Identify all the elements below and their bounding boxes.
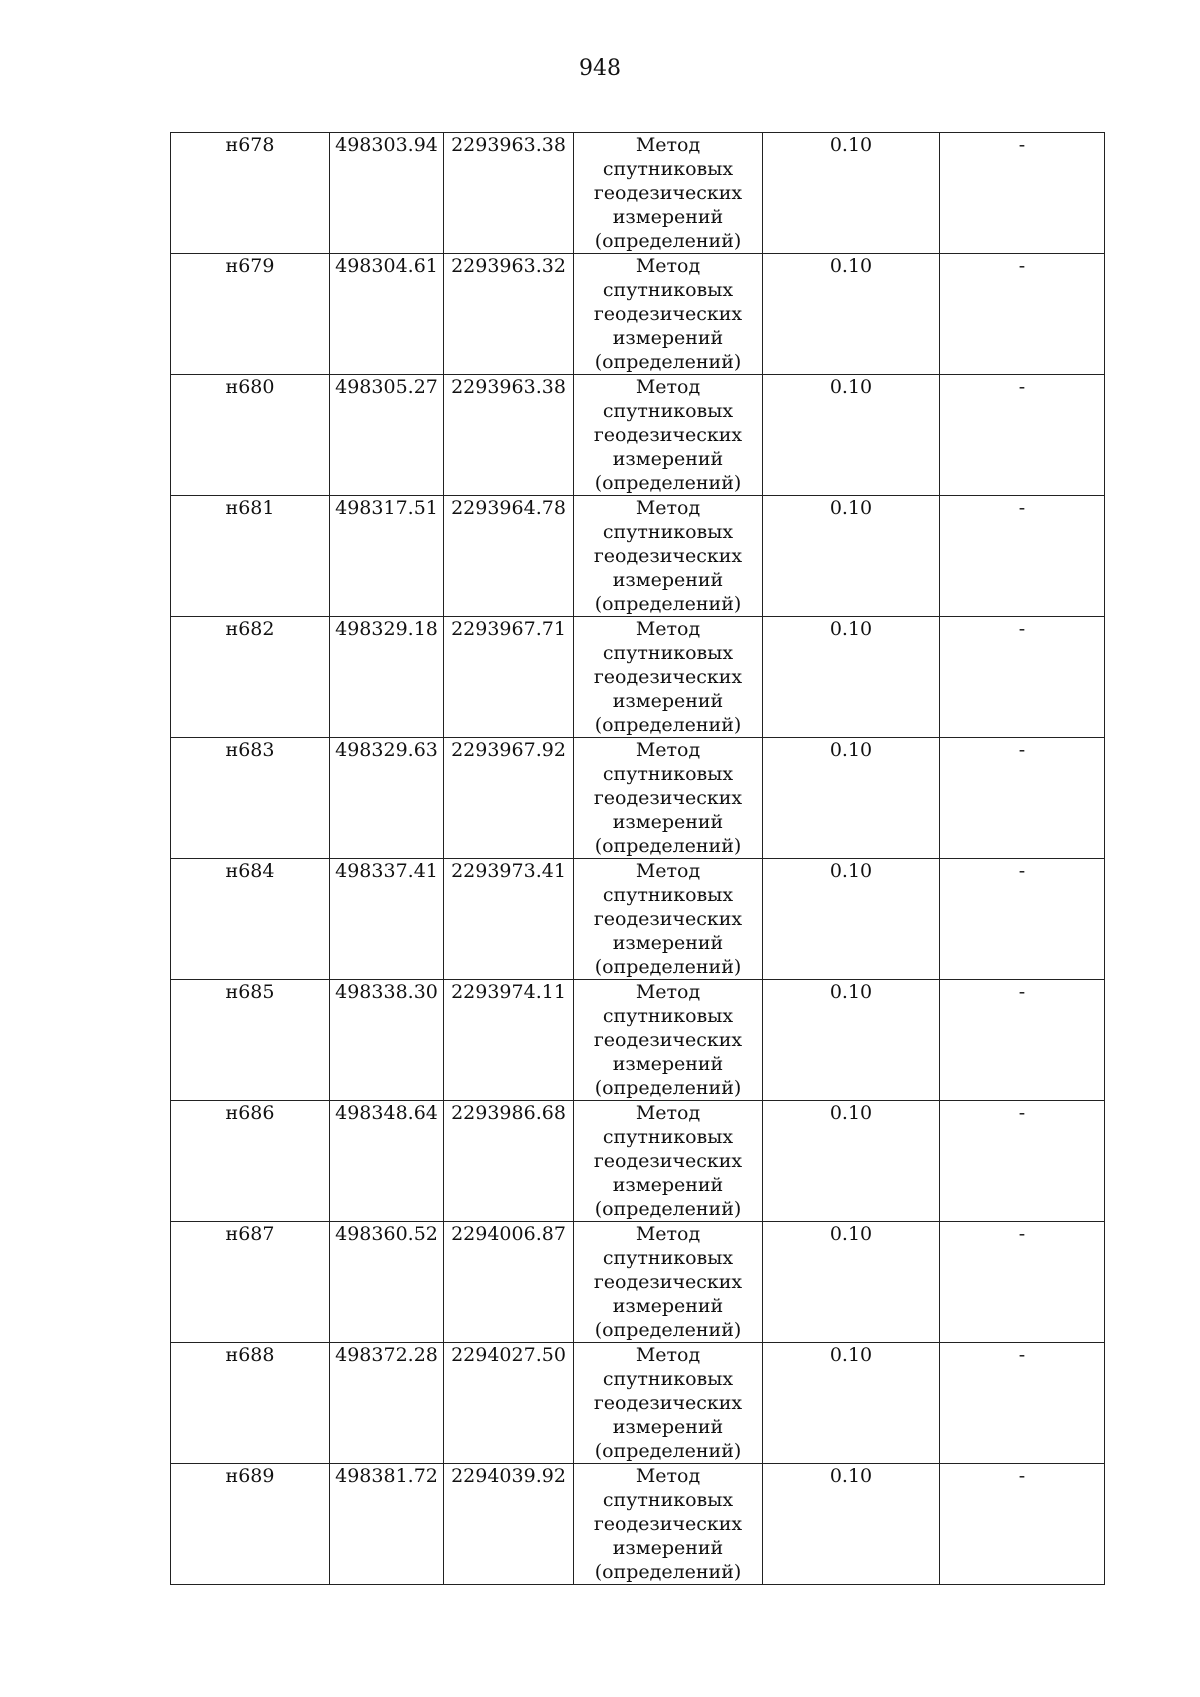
- method-line: измерений: [612, 569, 724, 591]
- method-line: Метод: [635, 376, 701, 398]
- method-line: измерений: [612, 1416, 724, 1438]
- table-row: [171, 375, 1105, 496]
- method-line: геодезических: [593, 303, 743, 325]
- point-id-cell: н686: [171, 1101, 330, 1222]
- coordinates-table: [170, 132, 1105, 1585]
- method-cell: [574, 496, 763, 617]
- method-line: (определений): [594, 230, 742, 252]
- method-line: геодезических: [593, 787, 743, 809]
- method-line: (определений): [594, 956, 742, 978]
- point-id-cell: н682: [171, 617, 330, 738]
- method-line: спутниковых: [602, 279, 734, 301]
- accuracy-cell: 0.10: [763, 980, 940, 1101]
- accuracy-cell: 0.10: [763, 133, 940, 254]
- x-coordinate-cell: 498317.51: [330, 496, 444, 617]
- method-line: Метод: [635, 1344, 701, 1366]
- coordinates-table-body: [171, 133, 1105, 1585]
- method-line: измерений: [612, 206, 724, 228]
- note-cell: -: [940, 254, 1105, 375]
- x-coordinate-cell: 498381.72: [330, 1464, 444, 1585]
- note-cell: -: [940, 133, 1105, 254]
- method-line: (определений): [594, 714, 742, 736]
- method-line: спутниковых: [602, 763, 734, 785]
- note-cell: -: [940, 617, 1105, 738]
- method-line: спутниковых: [602, 884, 734, 906]
- note-cell: -: [940, 1343, 1105, 1464]
- accuracy-cell: 0.10: [763, 1101, 940, 1222]
- method-line: Метод: [635, 497, 701, 519]
- method-line: измерений: [612, 327, 724, 349]
- note-cell: -: [940, 1464, 1105, 1585]
- x-coordinate-cell: 498329.18: [330, 617, 444, 738]
- page-number: 948: [579, 56, 621, 81]
- method-line: измерений: [612, 932, 724, 954]
- method-line: спутниковых: [602, 1489, 734, 1511]
- method-cell: [574, 980, 763, 1101]
- method-line: геодезических: [593, 1392, 743, 1414]
- y-coordinate-cell: 2293967.92: [444, 738, 574, 859]
- note-cell: -: [940, 496, 1105, 617]
- x-coordinate-cell: 498360.52: [330, 1222, 444, 1343]
- method-cell: [574, 254, 763, 375]
- method-line: (определений): [594, 593, 742, 615]
- y-coordinate-cell: 2293986.68: [444, 1101, 574, 1222]
- table-row: [171, 738, 1105, 859]
- point-id-cell: н687: [171, 1222, 330, 1343]
- y-coordinate-cell: 2293963.38: [444, 375, 574, 496]
- method-line: геодезических: [593, 545, 743, 567]
- accuracy-cell: 0.10: [763, 254, 940, 375]
- method-line: спутниковых: [602, 400, 734, 422]
- method-cell: [574, 1101, 763, 1222]
- table-row: [171, 496, 1105, 617]
- table-row: [171, 254, 1105, 375]
- method-line: геодезических: [593, 1271, 743, 1293]
- point-id-cell: н679: [171, 254, 330, 375]
- method-line: спутниковых: [602, 158, 734, 180]
- method-cell: [574, 738, 763, 859]
- method-cell: [574, 133, 763, 254]
- table-row: [171, 1343, 1105, 1464]
- method-line: (определений): [594, 835, 742, 857]
- table-row: [171, 1101, 1105, 1222]
- method-line: Метод: [635, 255, 701, 277]
- method-line: измерений: [612, 690, 724, 712]
- method-line: спутниковых: [602, 1368, 734, 1390]
- y-coordinate-cell: 2294027.50: [444, 1343, 574, 1464]
- table-row: [171, 1464, 1105, 1585]
- method-line: спутниковых: [602, 1126, 734, 1148]
- method-line: Метод: [635, 860, 701, 882]
- method-line: (определений): [594, 1440, 742, 1462]
- method-line: спутниковых: [602, 642, 734, 664]
- method-line: измерений: [612, 811, 724, 833]
- note-cell: -: [940, 375, 1105, 496]
- method-line: спутниковых: [602, 1247, 734, 1269]
- x-coordinate-cell: 498303.94: [330, 133, 444, 254]
- method-line: спутниковых: [602, 1005, 734, 1027]
- method-cell: [574, 859, 763, 980]
- method-line: Метод: [635, 981, 701, 1003]
- accuracy-cell: 0.10: [763, 496, 940, 617]
- method-cell: [574, 375, 763, 496]
- method-line: измерений: [612, 1537, 724, 1559]
- method-line: (определений): [594, 1198, 742, 1220]
- method-line: геодезических: [593, 182, 743, 204]
- note-cell: -: [940, 980, 1105, 1101]
- method-line: Метод: [635, 1223, 701, 1245]
- accuracy-cell: 0.10: [763, 1343, 940, 1464]
- method-line: геодезических: [593, 1150, 743, 1172]
- method-line: (определений): [594, 351, 742, 373]
- note-cell: -: [940, 859, 1105, 980]
- method-line: Метод: [635, 134, 701, 156]
- y-coordinate-cell: 2293963.32: [444, 254, 574, 375]
- point-id-cell: н685: [171, 980, 330, 1101]
- x-coordinate-cell: 498372.28: [330, 1343, 444, 1464]
- method-cell: [574, 617, 763, 738]
- y-coordinate-cell: 2293963.38: [444, 133, 574, 254]
- method-line: геодезических: [593, 1029, 743, 1051]
- accuracy-cell: 0.10: [763, 617, 940, 738]
- method-line: геодезических: [593, 1513, 743, 1535]
- method-cell: [574, 1222, 763, 1343]
- method-line: (определений): [594, 1561, 742, 1583]
- method-line: (определений): [594, 1077, 742, 1099]
- y-coordinate-cell: 2293964.78: [444, 496, 574, 617]
- table-row: [171, 1222, 1105, 1343]
- point-id-cell: н680: [171, 375, 330, 496]
- accuracy-cell: 0.10: [763, 1222, 940, 1343]
- method-line: геодезических: [593, 908, 743, 930]
- note-cell: -: [940, 738, 1105, 859]
- point-id-cell: н683: [171, 738, 330, 859]
- table-row: [171, 617, 1105, 738]
- accuracy-cell: 0.10: [763, 859, 940, 980]
- x-coordinate-cell: 498337.41: [330, 859, 444, 980]
- x-coordinate-cell: 498348.64: [330, 1101, 444, 1222]
- method-line: измерений: [612, 1295, 724, 1317]
- point-id-cell: н681: [171, 496, 330, 617]
- x-coordinate-cell: 498329.63: [330, 738, 444, 859]
- table-row: [171, 133, 1105, 254]
- note-cell: -: [940, 1222, 1105, 1343]
- x-coordinate-cell: 498304.61: [330, 254, 444, 375]
- y-coordinate-cell: 2293973.41: [444, 859, 574, 980]
- y-coordinate-cell: 2293974.11: [444, 980, 574, 1101]
- method-line: (определений): [594, 1319, 742, 1341]
- y-coordinate-cell: 2293967.71: [444, 617, 574, 738]
- method-line: Метод: [635, 1102, 701, 1124]
- point-id-cell: н688: [171, 1343, 330, 1464]
- method-cell: [574, 1464, 763, 1585]
- x-coordinate-cell: 498305.27: [330, 375, 444, 496]
- point-id-cell: н684: [171, 859, 330, 980]
- method-line: измерений: [612, 1174, 724, 1196]
- note-cell: -: [940, 1101, 1105, 1222]
- table-row: [171, 980, 1105, 1101]
- table-row: [171, 859, 1105, 980]
- method-line: геодезических: [593, 666, 743, 688]
- method-line: измерений: [612, 1053, 724, 1075]
- method-line: Метод: [635, 739, 701, 761]
- y-coordinate-cell: 2294039.92: [444, 1464, 574, 1585]
- method-line: Метод: [635, 1465, 701, 1487]
- accuracy-cell: 0.10: [763, 375, 940, 496]
- accuracy-cell: 0.10: [763, 738, 940, 859]
- method-line: спутниковых: [602, 521, 734, 543]
- method-line: геодезических: [593, 424, 743, 446]
- accuracy-cell: 0.10: [763, 1464, 940, 1585]
- x-coordinate-cell: 498338.30: [330, 980, 444, 1101]
- method-line: (определений): [594, 472, 742, 494]
- point-id-cell: н689: [171, 1464, 330, 1585]
- method-line: измерений: [612, 448, 724, 470]
- method-cell: [574, 1343, 763, 1464]
- method-line: Метод: [635, 618, 701, 640]
- point-id-cell: н678: [171, 133, 330, 254]
- y-coordinate-cell: 2294006.87: [444, 1222, 574, 1343]
